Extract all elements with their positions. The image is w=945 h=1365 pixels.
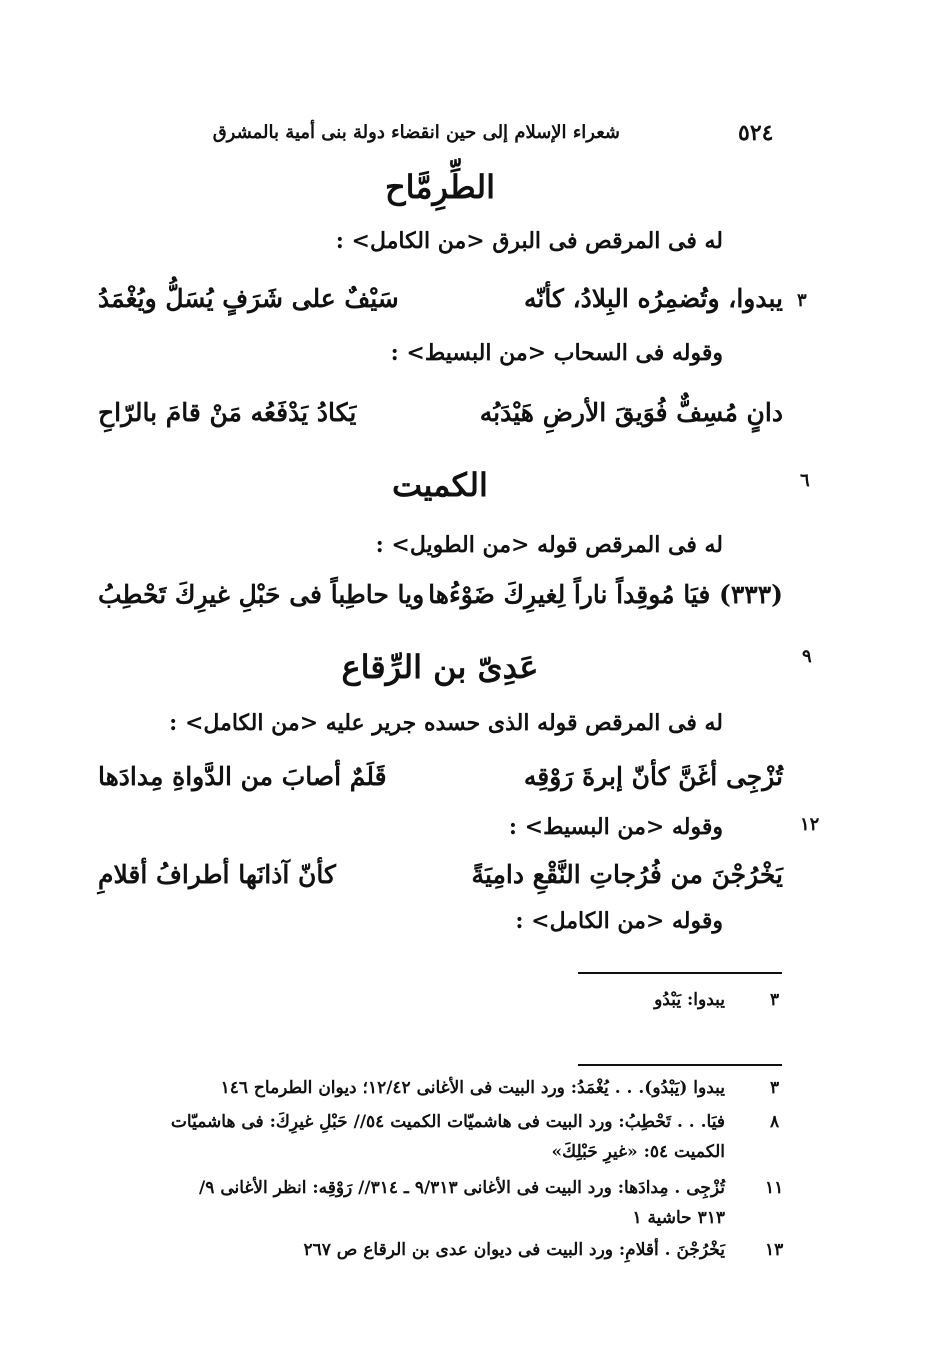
footnote-text: فيَا. . . تَحْطِبُ: ورد البيت فى هاشميّات الكميت ٥٤// حَبْلِ غيرِكَ: فى هاشميّات [170,1112,725,1132]
intro-line: له فى المرقص قوله <من الطويل> : [375,532,723,558]
footnote-number: ١١ [765,1178,784,1198]
verse-hemistich-right: (٣٣٣) فيَا مُوقِداً ناراً لِغيرِكَ ضَوْءُها [428,580,783,609]
intro-line: وقوله فى السحاب <من البسيط> : [390,340,723,366]
verse-hemistich-right: يبدوا، وتُضمِرُه البِلادُ، كأنّه [524,284,783,313]
line-number: ٦ [800,470,810,491]
section-title-tirimmah: الطِّرِمَّاح [384,168,496,206]
intro-line: له فى المرقص فى البرق <من الكامل> : [335,228,723,254]
verse-hemistich-left: قَلَمٌ أصابَ من الدَّواةِ مِدادَها [98,762,387,791]
footnote-text: يبدوا (يَبْدُو). . . يُغْمَدُ: ورد البيت فى الأغانى ١٢/٤٢؛ ديوان الطرماح ١٤٦ [220,1078,725,1098]
footnote-number: ٣ [770,1078,780,1098]
verse-hemistich-right: يَخْرُجْنَ من فُرُجاتِ النَّقْعِ دامِيَةً [471,860,783,889]
page-number: ٥٢٤ [738,120,774,146]
footnote-number: ١٣ [765,1240,784,1260]
variant-note: يبدوا: يَبْدُو [654,990,725,1010]
verse-hemistich-right: دانٍ مُسِفٌّ فُوَيقَ الأرضِ هَيْدَبُه [479,398,783,427]
footnote-text-continued: الكميت ٥٤: «غيرِ حَبْلِكَ» [551,1142,725,1162]
footnote-number: ٨ [770,1112,780,1132]
intro-line: له فى المرقص قوله الذى حسده جرير عليه <من الكامل> : [169,710,723,736]
footnote-text: يَخْرُجْنَ . أقلامِ: ورد البيت فى ديوان عدى بن الرقاع ص ٢٦٧ [303,1240,725,1260]
line-number: ٩ [802,646,812,667]
intro-line: وقوله <من البسيط> : [508,814,723,840]
footnote-text-continued: ٣١٣ حاشية ١ [632,1208,725,1228]
verse-hemistich-left: يَكادُ يَدْفَعُه مَنْ قامَ بالرّاحِ [98,398,357,427]
line-number: ١٢ [800,814,820,835]
variant-number: ٣ [770,990,780,1010]
verse-hemistich-left: كأنّ آذانَها أطرافُ أقلامِ [98,860,336,889]
footnotes-divider [578,1064,782,1066]
footnote-text: تُزْجِى . مِدادَها: ورد البيت فى الأغانى ٩/٣١٣ ـ ٣١٤// رَوْقِه: انظر الأغانى ٩/ [199,1178,725,1198]
verse-hemistich-right: تُزْجِى أغَنَّ كأنّ إبرةَ رَوْقِه [523,762,783,791]
verse-hemistich-left: سَيْفٌ على شَرَفٍ يُسَلُّ ويُغْمَدُ [98,284,399,313]
section-title-kumayt: الكميت [392,466,488,504]
line-number: ٣ [797,290,807,311]
section-title-adi: عَدِىّ بن الرِّقاع [341,648,539,686]
running-title: شعراء الإسلام إلى حين انقضاء دولة بنى أمية بالمشرق [212,122,620,143]
verse-hemistich-left: ويا حاطِباً فى حَبْلِ غيرِكَ تَحْطِبُ [98,580,425,609]
intro-line: وقوله <من الكامل> : [515,908,723,934]
apparatus-divider [578,972,782,974]
